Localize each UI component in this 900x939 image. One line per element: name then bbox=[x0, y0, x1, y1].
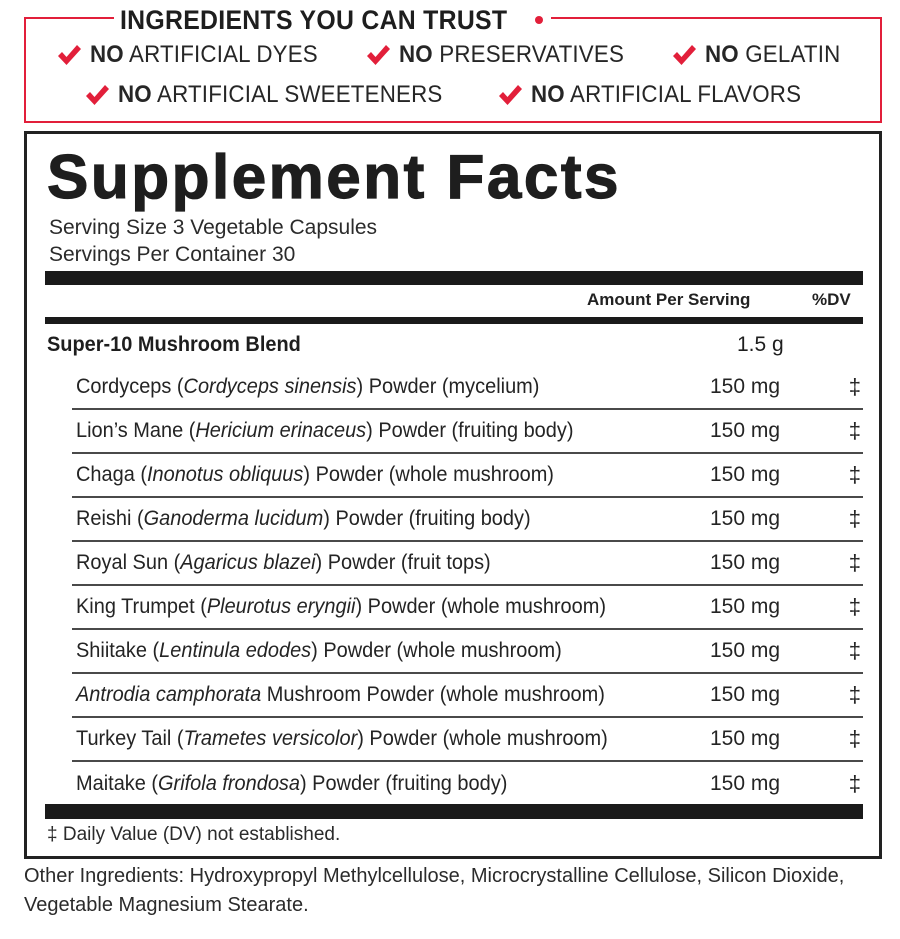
ingredient-row bbox=[72, 366, 863, 410]
divider-medium bbox=[45, 317, 863, 324]
ingredient-description: Mushroom Powder (whole mushroom) bbox=[261, 683, 605, 706]
ingredient-description: ) Powder (fruit tops) bbox=[315, 551, 491, 574]
ingredient-name bbox=[76, 551, 491, 575]
trust-claim-label: GELATIN bbox=[744, 41, 841, 68]
trust-claim-text bbox=[705, 41, 840, 69]
trust-claim bbox=[365, 41, 641, 69]
ingredient-amount: 150 mg bbox=[710, 419, 781, 442]
trust-claim bbox=[84, 81, 467, 109]
ingredient-amount: 150 mg bbox=[710, 727, 781, 750]
trust-claim-prefix: NO bbox=[89, 41, 124, 68]
ingredient-description: ) Powder (whole mushroom) bbox=[355, 595, 607, 618]
check-icon bbox=[84, 83, 110, 107]
ingredient-row bbox=[72, 586, 863, 630]
trust-dot-icon bbox=[535, 16, 543, 24]
ingredient-dv: ‡ bbox=[848, 682, 861, 707]
ingredient-latin-name: Agaricus blazei bbox=[180, 551, 316, 574]
supplement-facts-panel bbox=[24, 131, 882, 859]
divider-thick bbox=[45, 271, 863, 285]
ingredient-description: ) Powder (fruiting body) bbox=[323, 507, 531, 530]
ingredient-amount: 150 mg bbox=[710, 375, 781, 398]
ingredient-common-name: Reishi ( bbox=[76, 507, 144, 530]
ingredient-dv: ‡ bbox=[848, 638, 861, 663]
ingredient-name bbox=[76, 507, 531, 531]
ingredient-dv: ‡ bbox=[848, 550, 861, 575]
ingredient-name bbox=[76, 463, 554, 487]
ingredient-row bbox=[72, 674, 863, 718]
ingredient-dv: ‡ bbox=[848, 726, 861, 751]
ingredient-name bbox=[76, 639, 562, 663]
ingredient-dv: ‡ bbox=[848, 418, 861, 443]
ingredient-row bbox=[72, 498, 863, 542]
ingredient-common-name: Lion’s Mane ( bbox=[76, 419, 196, 442]
ingredient-dv: ‡ bbox=[848, 462, 861, 487]
other-ingredients: Other Ingredients: Hydroxypropyl Methylcellulose, Microcrystalline Cellulose, Silicon Dioxide, Vegetable Magnesium Stearate. bbox=[24, 865, 845, 916]
ingredient-name bbox=[76, 727, 608, 751]
ingredient-description: ) Powder (whole mushroom) bbox=[357, 727, 608, 750]
ingredient-description: ) Powder (mycelium) bbox=[356, 375, 540, 398]
ingredient-latin-name: Ganoderma lucidum bbox=[143, 507, 324, 530]
ingredient-amount: 150 mg bbox=[710, 595, 781, 618]
ingredient-row bbox=[72, 410, 863, 454]
ingredient-dv: ‡ bbox=[848, 594, 861, 619]
ingredient-amount: 150 mg bbox=[710, 463, 781, 486]
ingredient-latin-name: Grifola frondosa bbox=[158, 772, 300, 795]
trust-title bbox=[114, 5, 551, 35]
trust-claim-text bbox=[531, 81, 801, 109]
trust-claim-prefix: NO bbox=[398, 41, 433, 68]
ingredient-common-name: King Trumpet ( bbox=[76, 595, 207, 618]
ingredient-row bbox=[72, 630, 863, 674]
ingredient-description: ) Powder (fruiting body) bbox=[366, 419, 574, 442]
trust-claim-text bbox=[90, 41, 318, 69]
ingredient-description: ) Powder (whole mushroom) bbox=[303, 463, 554, 486]
ingredient-latin-name: Cordyceps sinensis bbox=[183, 375, 357, 398]
trust-claim-label: ARTIFICIAL FLAVORS bbox=[570, 81, 802, 108]
trust-claim-text bbox=[118, 81, 442, 109]
ingredient-row bbox=[72, 718, 863, 762]
serving-size: Serving Size 3 Vegetable Capsules bbox=[49, 216, 378, 239]
check-icon bbox=[671, 43, 697, 67]
ingredient-row bbox=[72, 454, 863, 498]
trust-title-text: INGREDIENTS YOU CAN TRUST bbox=[120, 4, 508, 35]
ingredient-latin-name: Hericium erinaceus bbox=[195, 419, 367, 442]
ingredient-common-name: Maitake ( bbox=[76, 772, 159, 795]
trust-row-2 bbox=[26, 81, 880, 109]
trust-claim bbox=[497, 81, 822, 109]
ingredient-amount: 150 mg bbox=[710, 639, 781, 662]
ingredient-common-name: Turkey Tail ( bbox=[76, 727, 184, 750]
trust-claim-label: PRESERVATIVES bbox=[438, 41, 624, 68]
dv-header: %DV bbox=[812, 290, 851, 309]
divider-thick-bottom bbox=[45, 804, 863, 819]
ingredient-latin-name: Lentinula edodes bbox=[159, 639, 312, 662]
ingredient-common-name: Royal Sun ( bbox=[76, 551, 181, 574]
ingredient-name bbox=[76, 595, 606, 619]
ingredient-common-name: Chaga ( bbox=[76, 463, 147, 486]
ingredient-description: ) Powder (fruiting body) bbox=[299, 772, 508, 795]
ingredient-list bbox=[72, 366, 863, 806]
trust-claim-prefix: NO bbox=[531, 81, 566, 108]
trust-row-1 bbox=[26, 41, 880, 69]
check-icon bbox=[497, 83, 523, 107]
ingredient-name bbox=[76, 683, 605, 707]
trust-claim bbox=[56, 41, 335, 69]
check-icon bbox=[56, 43, 82, 67]
trust-claim-prefix: NO bbox=[704, 41, 739, 68]
ingredient-row bbox=[72, 762, 863, 806]
check-icon bbox=[365, 43, 391, 67]
trust-claim-text bbox=[399, 41, 624, 69]
trust-claim-prefix: NO bbox=[118, 81, 153, 108]
servings-per-container: Servings Per Container 30 bbox=[49, 243, 296, 266]
trust-claims-box bbox=[24, 4, 882, 123]
ingredient-latin-name: Antrodia camphorata bbox=[76, 683, 262, 706]
ingredient-amount: 150 mg bbox=[710, 683, 781, 706]
ingredient-row bbox=[72, 542, 863, 586]
trust-claim-label: ARTIFICIAL DYES bbox=[128, 41, 318, 68]
dv-footnote: ‡ Daily Value (DV) not established. bbox=[47, 824, 341, 845]
facts-title: Supplement Facts bbox=[47, 143, 621, 212]
ingredient-latin-name: Inonotus obliquus bbox=[146, 463, 304, 486]
ingredient-amount: 150 mg bbox=[710, 772, 781, 795]
ingredient-latin-name: Trametes versicolor bbox=[183, 727, 358, 750]
blend-name: Super-10 Mushroom Blend bbox=[47, 333, 301, 356]
blend-amount: 1.5 g bbox=[737, 333, 784, 356]
trust-claim-label: ARTIFICIAL SWEETENERS bbox=[157, 81, 443, 108]
ingredient-name bbox=[76, 419, 574, 443]
ingredient-name bbox=[76, 375, 539, 399]
ingredient-description: ) Powder (whole mushroom) bbox=[311, 639, 562, 662]
trust-claim bbox=[671, 41, 851, 69]
ingredient-amount: 150 mg bbox=[710, 551, 781, 574]
ingredient-common-name: Shiitake ( bbox=[76, 639, 160, 662]
ingredient-dv: ‡ bbox=[848, 506, 861, 531]
ingredient-dv: ‡ bbox=[848, 374, 861, 399]
ingredient-common-name: Cordyceps ( bbox=[76, 375, 184, 398]
amount-header: Amount Per Serving bbox=[587, 290, 751, 309]
ingredient-name bbox=[76, 772, 507, 796]
ingredient-latin-name: Pleurotus eryngii bbox=[206, 595, 356, 618]
ingredient-amount: 150 mg bbox=[710, 507, 781, 530]
ingredient-dv: ‡ bbox=[848, 771, 861, 796]
